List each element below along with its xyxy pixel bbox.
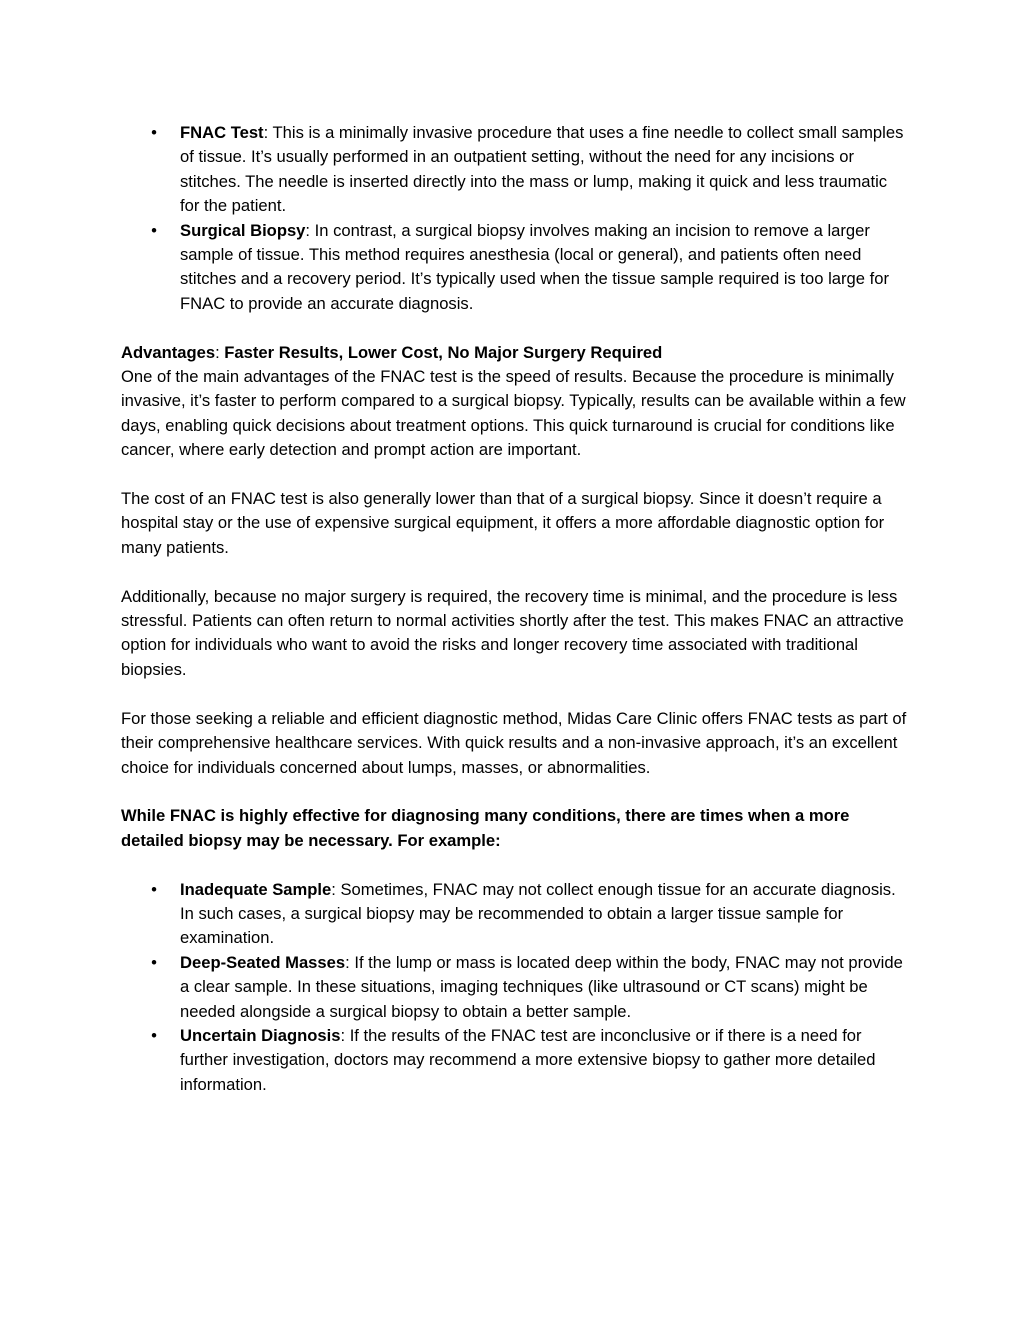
document-body bbox=[121, 121, 911, 1097]
biopsy-reasons-list bbox=[121, 878, 911, 1098]
list-item-text: This is a minimally invasive procedure that uses a fine needle to collect small samples of tissue. It’s usually performed in an outpatient setting, without the need for any incisions or stitches. The needle is inserted directly into the mass or lump, making it quick and less traumatic for the patient. bbox=[180, 123, 904, 216]
procedure-comparison-list bbox=[121, 121, 911, 316]
paragraph-spacer bbox=[121, 780, 911, 804]
list-item-text: Sometimes, FNAC may not collect enough tissue for an accurate diagnosis. In such cases, a surgical biopsy may be recommended to obtain a larger tissue sample for examination. bbox=[180, 879, 896, 948]
list-item bbox=[151, 121, 911, 219]
advantages-paragraph-recovery: Additionally, because no major surgery is required, the recovery time is minimal, and the procedure is less stressful. Patients can often return to normal activities shortly after the test. This makes FNAC an attractive option for individuals who want to avoid the risks and longer recovery time associated with traditional biopsies. bbox=[121, 586, 904, 679]
bullet-icon: • bbox=[151, 879, 157, 899]
paragraph-spacer bbox=[121, 463, 911, 487]
advantages-paragraph-cost: The cost of an FNAC test is also generally lower than that of a surgical biopsy. Since it doesn’t require a hospital stay or the use of expensive surgical equipment, it offers a more affordable diagnostic option for many patients. bbox=[121, 489, 885, 557]
bullet-icon: • bbox=[151, 952, 157, 972]
list-item bbox=[151, 878, 911, 951]
list-item-term: Inadequate Sample bbox=[180, 879, 332, 899]
paragraph-spacer bbox=[121, 682, 911, 706]
advantages-heading bbox=[121, 341, 911, 365]
bullet-icon: • bbox=[151, 220, 157, 240]
list-item bbox=[151, 1024, 911, 1097]
list-item-separator: : bbox=[263, 123, 269, 142]
list-item bbox=[151, 219, 911, 317]
advantages-paragraph-clinic: For those seeking a reliable and efficient diagnostic method, Midas Care Clinic offers FNAC tests as part of their comprehensive healthcare services. With quick results and a non-invasive approach, it’s an excellent choice for individuals concerned about lumps, masses, or abnormalities. bbox=[121, 708, 907, 777]
list-item-term: FNAC Test bbox=[180, 123, 264, 142]
bullet-icon: • bbox=[151, 1025, 157, 1045]
advantages-paragraph-speed: One of the main advantages of the FNAC test is the speed of results. Because the procedure is minimally invasive, it’s faster to perform compared to a surgical biopsy. Typically, results can be available within a few days, enabling quick decisions about treatment options. This quick turnaround is crucial for conditions like cancer, where early detection and prompt action are important. bbox=[121, 367, 906, 460]
biopsy-intro-heading: While FNAC is highly effective for diagnosing many conditions, there are times when a more detailed biopsy may be necessary. For example: bbox=[121, 806, 850, 850]
list-item-separator: : bbox=[345, 952, 350, 972]
advantages-title: Faster Results, Lower Cost, No Major Surgery Required bbox=[224, 342, 663, 362]
list-item-term: Surgical Biopsy bbox=[180, 220, 306, 240]
advantages-label: Advantages bbox=[121, 342, 216, 362]
bullet-icon: • bbox=[151, 123, 157, 142]
paragraph-spacer bbox=[121, 560, 911, 584]
list-item-separator: : bbox=[305, 220, 311, 240]
list-item bbox=[151, 951, 911, 1024]
list-item-separator: : bbox=[340, 1025, 346, 1045]
paragraph-spacer bbox=[121, 853, 911, 877]
list-item-text: If the results of the FNAC test are inconclusive or if there is a need for further investigation, doctors may recommend a more extensive biopsy to gather more detailed information. bbox=[180, 1025, 876, 1094]
list-item-term: Deep-Seated Masses bbox=[180, 952, 346, 972]
list-item-text: In contrast, a surgical biopsy involves making an incision to remove a larger sample of tissue. This method requires anesthesia (local or general), and patients often need stitches and a recovery period. It’s typically used when the tissue sample required is too large for FNAC to provide an accurate diagnosis. bbox=[180, 220, 889, 313]
paragraph-spacer bbox=[121, 316, 911, 340]
list-item-term: Uncertain Diagnosis bbox=[180, 1025, 341, 1045]
list-item-separator: : bbox=[331, 879, 336, 899]
advantages-separator: : bbox=[215, 342, 225, 362]
list-item-text: If the lump or mass is located deep within the body, FNAC may not provide a clear sample. In these situations, imaging techniques (like ultrasound or CT scans) might be needed alongside a surgical biopsy to obtain a better sample. bbox=[180, 952, 903, 1021]
